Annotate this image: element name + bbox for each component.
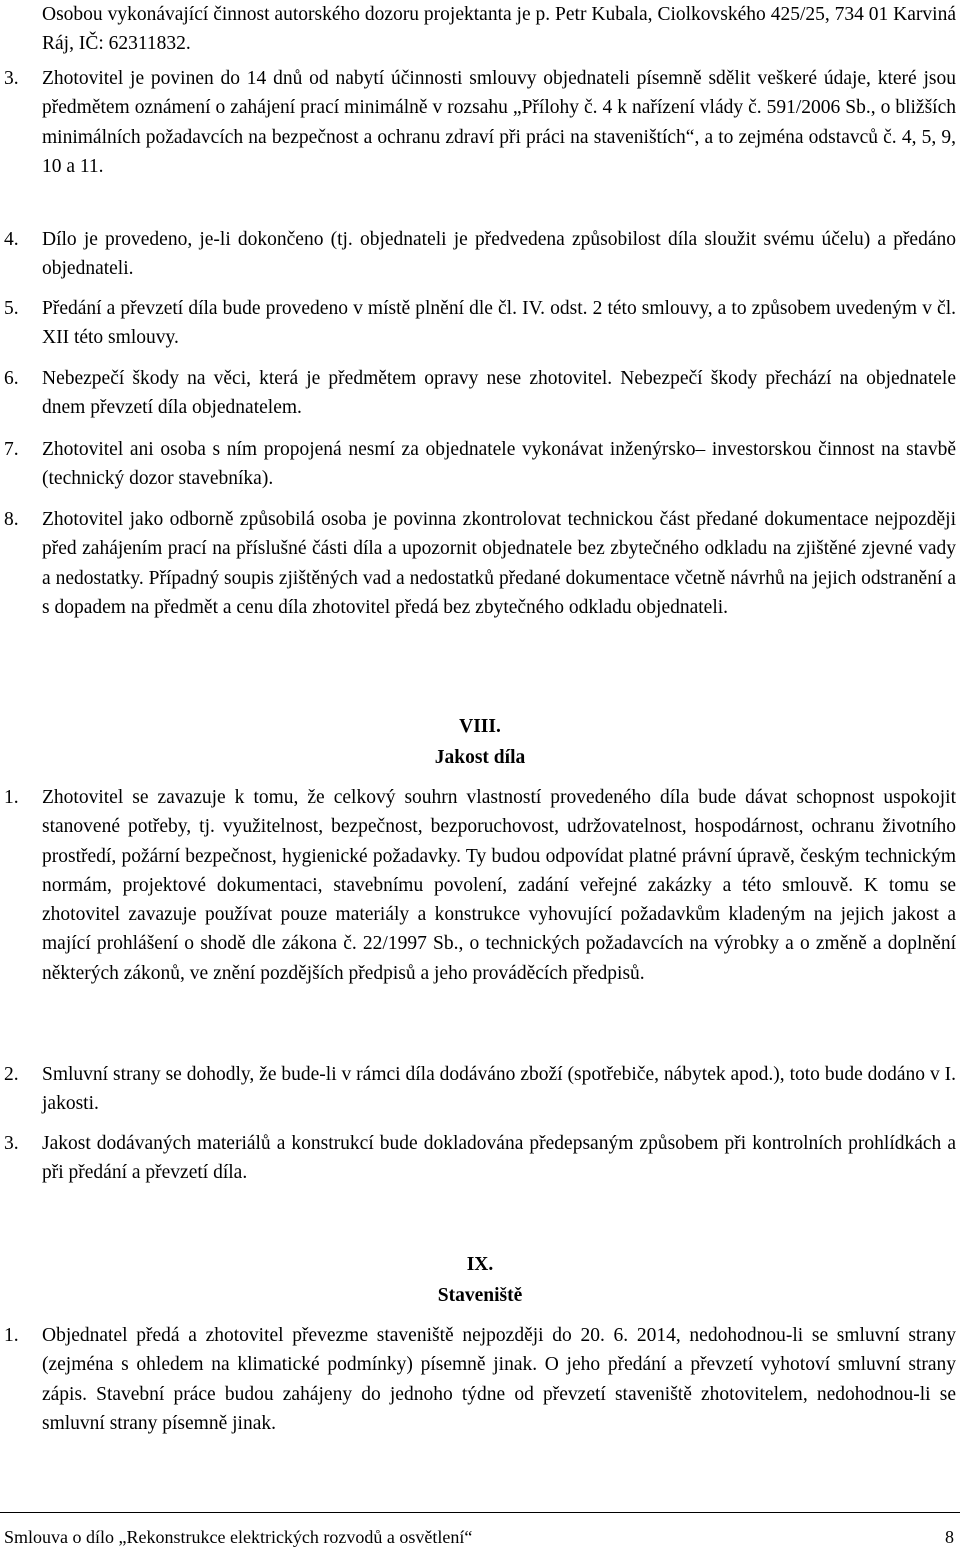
paragraph-text: Osobou vykonávající činnost autorského dozoru projektanta je p. Petr Kubala, Ciolkovského 425/25, 734 01 Karviná Ráj, IČ: 62311832. — [42, 4, 956, 55]
item-number: 7. — [4, 439, 19, 460]
list-item-3 — [0, 64, 956, 181]
item-number: 6. — [4, 368, 19, 389]
item-text: Předání a převzetí díla bude provedeno v místě plnění dle čl. IV. odst. 2 této smlouvy, a to způsobem uvedeným v čl. XII této smlouvy. — [42, 298, 956, 349]
list-item-viii-2 — [0, 1060, 956, 1119]
list-item-viii-1 — [0, 783, 956, 988]
continuation-paragraph — [0, 0, 956, 59]
list-item-7 — [0, 435, 956, 494]
list-item-5 — [0, 294, 956, 353]
item-text: Zhotovitel je povinen do 14 dnů od nabytí účinnosti smlouvy objednateli písemně sdělit veškeré údaje, které jsou předmětem oznámení o zahájení prací minimálně v rozsahu „Přílohy č. 4 k nařízení vlády č. 591/2006 Sb., o bližších minimálních požadavcích na bezpečnost a ochranu zdraví při práci na staveništích“, a to zejména odstavců č. 4, 5, 9, 10 a 11. — [42, 68, 956, 177]
item-number: 1. — [4, 787, 19, 808]
footer-page-number: 8 — [945, 1527, 954, 1547]
item-text: Jakost dodávaných materiálů a konstrukcí bude dokladována předepsaným způsobem při kontrolních prohlídkách a při předání a převzetí díla. — [42, 1133, 956, 1184]
item-number: 1. — [4, 1325, 19, 1346]
item-number: 4. — [4, 229, 19, 250]
item-number: 8. — [4, 509, 19, 530]
section-title-jakost-dila: Jakost díla — [434, 747, 526, 768]
item-number: 2. — [4, 1064, 19, 1085]
list-item-viii-3 — [0, 1129, 956, 1188]
item-text: Nebezpečí škody na věci, která je předmětem opravy nese zhotovitel. Nebezpečí škody přechází na objednatele dnem převzetí díla objednatelem. — [42, 368, 956, 419]
item-text: Zhotovitel ani osoba s ním propojená nesmí za objednatele vykonávat inženýrsko– investorskou činnost na stavbě (technický dozor stavebníka). — [42, 439, 956, 490]
item-number: 3. — [4, 68, 19, 89]
list-item-ix-1 — [0, 1321, 956, 1438]
item-number: 3. — [4, 1133, 19, 1154]
section-number-ix: IX. — [466, 1254, 494, 1275]
item-number: 5. — [4, 298, 19, 319]
page-footer — [0, 1512, 960, 1547]
list-item-8 — [0, 505, 956, 622]
list-item-6 — [0, 364, 956, 423]
section-number-viii: VIII. — [459, 716, 501, 737]
footer-contract-title: Smlouva o dílo „Rekonstrukce elektrických rozvodů a osvětlení“ — [4, 1527, 473, 1547]
item-text: Objednatel předá a zhotovitel převezme staveniště nejpozději do 20. 6. 2014, nedohodnou-li se smluvní strany (zejména s ohledem na klimatické podmínky) písemně jinak. O jeho předání a převzetí vyhotoví smluvní strany zápis. Stavební práce budou zahájeny do jednoho týdne od převzetí staveniště zhotovitelem, nedohodnou-li se smluvní strany písemně jinak. — [42, 1325, 956, 1434]
list-item-4 — [0, 225, 956, 284]
item-text: Smluvní strany se dohodly, že bude-li v rámci díla dodáváno zboží (spotřebiče, nábytek apod.), toto bude dodáno v I. jakosti. — [42, 1064, 956, 1115]
item-text: Zhotovitel se zavazuje k tomu, že celkový souhrn vlastností provedeného díla bude dávat schopnost uspokojit stanovené potřeby, tj. využitelnost, bezpečnost, bezporuchovost, udržovatelnost, hospodárnost, ochranu životního prostředí, požární bezpečnost, hygienické požadavky. Ty budou odpovídat platné právní úpravě, českým technickým normám, projektové dokumentaci, stavebnímu povolení, zadání veřejné zakázky a této smlouvě. K tomu se zhotovitel zavazuje používat pouze materiály a konstrukce vyhovující požadavkům kladeným na jejich jakost a mající prohlášení o shodě dle zákona č. 22/1997 Sb., o technických požadavcích na výrobky a o změně a doplnění některých zákonů, ve znění pozdějších předpisů a jeho prováděcích předpisů. — [42, 787, 956, 984]
section-title-staveniste: Staveniště — [437, 1285, 523, 1306]
item-text: Dílo je provedeno, je-li dokončeno (tj. objednateli je předvedena způsobilost díla sloužit svému účelu) a předáno objednateli. — [42, 229, 956, 280]
item-text: Zhotovitel jako odborně způsobilá osoba je povinna zkontrolovat technickou část předané dokumentace nejpozději před zahájením prací na příslušné části díla a upozornit objednatele bez zbytečného odkladu na zjištěné zjevné vady a nedostatky. Případný soupis zjištěných vad a nedostatků předané dokumentace včetně návrhů na jejich odstranění a s dopadem na předmět a cenu díla zhotovitel předá bez zbytečného odkladu objednateli. — [42, 509, 956, 618]
